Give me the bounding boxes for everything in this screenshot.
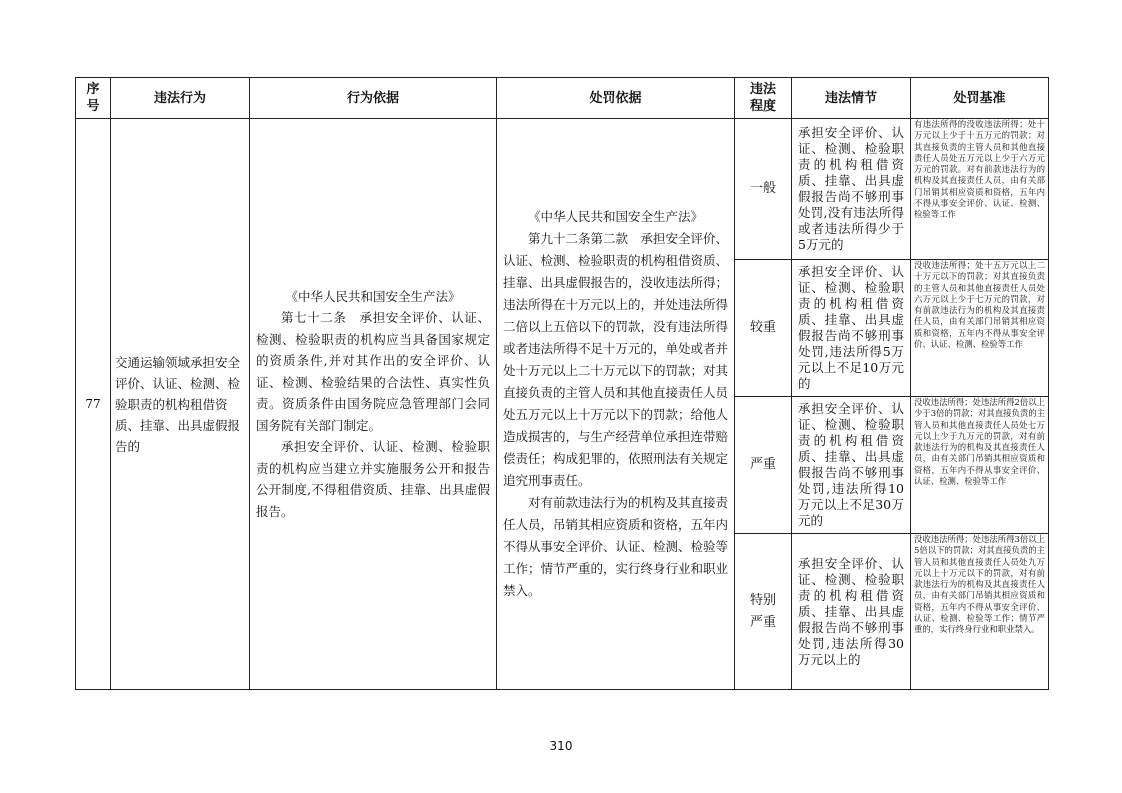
header-row: [76, 78, 1049, 119]
penalty-table: [75, 77, 1049, 690]
basis-paragraph-2: 承担安全评价、认证、检测、检验职责的机构应当建立并实施服务公开和报告公开制度,不得租借资质、挂靠、出具虚假报告。: [256, 439, 490, 519]
degree-serious: 较重: [735, 260, 792, 397]
standard-serious: 没收违法所得；处十五万元以上二十万元以下的罚款；对其直接负责的主管人员和其他直接责任人员处六万元以上少于七万元的罚款，对有前款违法行为的机构及其直接责任人员，由有关部门吊销其相应资质和资格，五年内不得从事安全评价、认证、检测、检验等工作: [911, 260, 1049, 397]
act-cell: 交通运输领域承担安全评价、认证、检测、检验职责的机构租借资质、挂靠、出具虚假报告的: [111, 119, 250, 690]
table-row: [76, 119, 1049, 260]
page-number: 310: [549, 739, 573, 753]
basis-cell: [250, 119, 497, 690]
header-basis: 行为依据: [250, 78, 497, 119]
penalty-cell: [497, 119, 735, 690]
penalty-title: 《中华人民共和国安全生产法》: [527, 209, 703, 224]
circumstance-especially-severe: 承担安全评价、认证、检测、检验职责的机构租借资质、挂靠、出具虚假报告尚不够刑事处罚,违法所得30万元以上的: [792, 534, 911, 690]
circumstance-general: 承担安全评价、认证、检测、检验职责的机构租借资质、挂靠、出具虚假报告尚不够刑事处罚,没有违法所得或者违法所得少于5万元的: [792, 119, 911, 260]
header-circumstance: 违法情节: [792, 78, 911, 119]
penalty-paragraph-1: 第九十二条第二款 承担安全评价、认证、检测、检验职责的机构租借资质、挂靠、出具虚假报告的，没收违法所得；违法所得在十万元以上的，并处违法所得二倍以上五倍以下的罚款，没有违法所得或者违法所得不足十万元的，单处或者并处十万元以上二十万元以下的罚款；对其直接负责的主管人员和其他直接责任人员处五万元以上十万元以下的罚款；给他人造成损害的，与生产经营单位承担连带赔偿责任；构成犯罪的，依照刑法有关规定追究刑事责任。: [503, 231, 729, 488]
basis-paragraph-1: 第七十二条 承担安全评价、认证、检测、检验职责的机构应当具备国家规定的资质条件,并对其作出的安全评价、认证、检测、检验结果的合法性、真实性负责。资质条件由国务院应急管理部门会同国务院有关部门制定。: [256, 310, 490, 433]
header-act: 违法行为: [111, 78, 250, 119]
degree-general: 一般: [735, 119, 792, 260]
basis-title: 《中华人民共和国安全生产法》: [285, 288, 461, 304]
circumstance-severe: 承担安全评价、认证、检测、检验职责的机构租借资质、挂靠、出具虚假报告尚不够刑事处罚,违法所得10万元以上不足30万元的: [792, 397, 911, 534]
header-standard: 处罚基准: [911, 78, 1049, 119]
standard-severe: 没收违法所得；处违法所得2倍以上少于3倍的罚款；对其直接负责的主管人员和其他直接责任人员处七万元以上少于九万元的罚款，对有前款违法行为的机构及其直接责任人员，由有关部门吊销其相应资质和资格，五年内不得从事安全评价、认证、检测、检验等工作: [911, 397, 1049, 534]
circumstance-serious: 承担安全评价、认证、检测、检验职责的机构租借资质、挂靠、出具虚假报告尚不够刑事处罚,违法所得5万元以上不足10万元的: [792, 260, 911, 397]
header-penalty: 处罚依据: [497, 78, 735, 119]
degree-severe: 严重: [735, 397, 792, 534]
penalty-paragraph-2: 对有前款违法行为的机构及其直接责任人员，吊销其相应资质和资格，五年内不得从事安全评价、认证、检测、检验等工作；情节严重的，实行终身行业和职业禁入。: [503, 495, 729, 598]
header-degree: 违法 程度: [735, 78, 792, 119]
serial-cell: 77: [76, 119, 111, 690]
degree-especially-severe: 特别 严重: [735, 534, 792, 690]
standard-general: 有违法所得的没收违法所得；处十万元以上少于十五万元的罚款；对其直接负责的主管人员和其他直接责任人员处五万元以上少于六万元万元的罚款。对有前款违法行为的机构及其直接责任人员，由有关部门吊销其相应资质和资格，五年内不得从事安全评价、认证、检测、检验等工作: [911, 119, 1049, 260]
standard-especially-severe: 没收违法所得；处违法所得3倍以上5倍以下的罚款；对其直接负责的主管人员和其他直接责任人员处九万元以上十万元以下的罚款，对有前款违法行为的机构及其直接责任人员，由有关部门吊销其相应资质和资格，五年内不得从事安全评价、认证、检测、检验等工作；情节严重的，实行终身行业和职业禁入。: [911, 534, 1049, 690]
header-serial: 序 号: [76, 78, 111, 119]
